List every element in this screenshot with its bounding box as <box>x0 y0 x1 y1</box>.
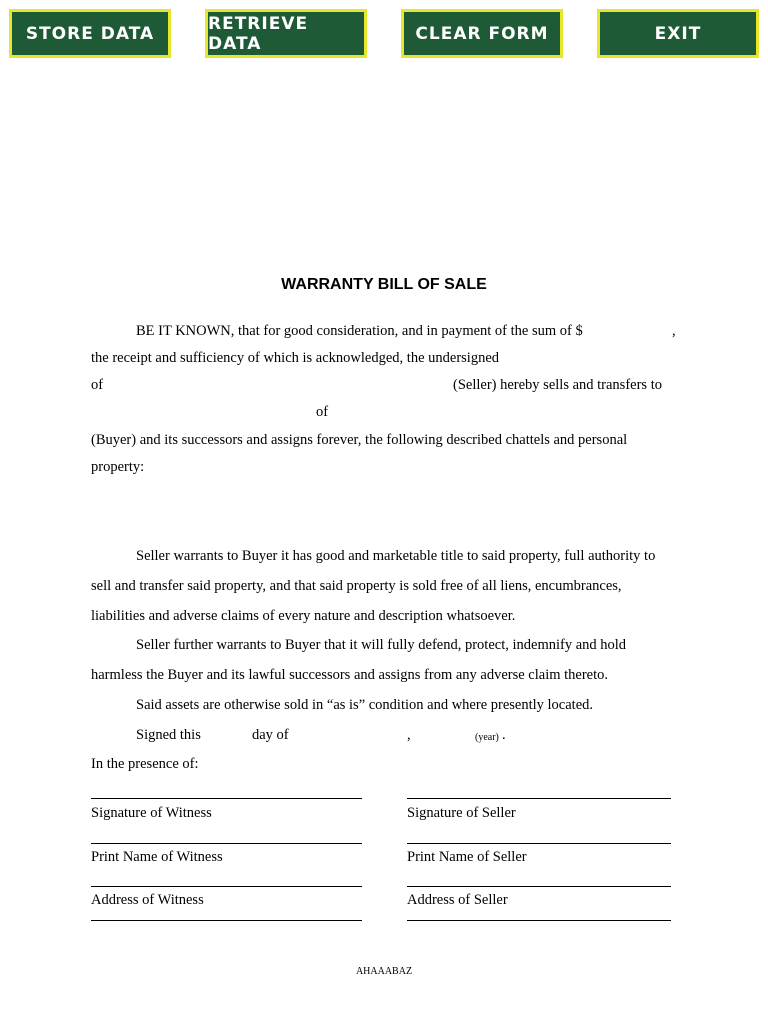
paragraph1-line2: the receipt and sufficiency of which is acknowledged, the undersigned <box>91 350 500 366</box>
paragraph1-buyer-clause: (Buyer) and its successors and assigns forever, the following described chattels and personal <box>91 432 628 448</box>
footer-code: AHAAABAZ <box>355 966 413 977</box>
seller-address-line <box>407 886 671 887</box>
print-name-of-seller-label: Print Name of Seller <box>407 849 527 865</box>
address-of-witness-label: Address of Witness <box>91 892 204 908</box>
day-of-label: day of <box>252 727 289 743</box>
seller-name-line <box>407 843 671 844</box>
signature-of-witness-label: Signature of Witness <box>91 805 212 821</box>
witness-name-line <box>91 843 362 844</box>
witness-signature-line <box>91 798 362 799</box>
paragraph2-line3: liabilities and adverse claims of every nature and description whatsoever. <box>91 608 516 624</box>
address-of-seller-label: Address of Seller <box>407 892 508 908</box>
witness-address-line2 <box>91 920 362 921</box>
clear-form-button[interactable]: CLEAR FORM <box>401 9 563 58</box>
paragraph4: Said assets are otherwise sold in “as is” condition and where presently located. <box>136 697 594 713</box>
retrieve-data-button[interactable]: RETRIEVE DATA <box>205 9 367 58</box>
signed-period: . <box>502 727 506 743</box>
paragraph3-line2: harmless the Buyer and its lawful successors and assigns from any adverse claim thereto. <box>91 667 609 683</box>
document-title: WARRANTY BILL OF SALE <box>281 276 487 293</box>
paragraph1-property: property: <box>91 459 145 475</box>
paragraph2-line1: Seller warrants to Buyer it has good and marketable title to said property, full authority to <box>136 548 656 564</box>
paragraph1-line1: BE IT KNOWN, that for good consideration, and in payment of the sum of $ <box>136 323 583 339</box>
paragraph1-comma: , <box>672 323 676 339</box>
witness-address-line <box>91 886 362 887</box>
presence-label: In the presence of: <box>91 756 199 772</box>
paragraph1-of2: of <box>316 404 329 420</box>
store-data-button[interactable]: STORE DATA <box>9 9 171 58</box>
signed-comma: , <box>407 727 411 743</box>
signed-this-label: Signed this <box>136 727 201 743</box>
print-name-of-witness-label: Print Name of Witness <box>91 849 223 865</box>
paragraph1-of: of <box>91 377 104 393</box>
exit-button[interactable]: EXIT <box>597 9 759 58</box>
signature-of-seller-label: Signature of Seller <box>407 805 516 821</box>
year-label: (year) <box>475 732 499 743</box>
paragraph2-line2: sell and transfer said property, and that said property is sold free of all liens, encumbrances, <box>91 578 622 594</box>
paragraph1-seller-clause: (Seller) hereby sells and transfers to <box>453 377 662 393</box>
seller-address-line2 <box>407 920 671 921</box>
paragraph3-line1: Seller further warrants to Buyer that it will fully defend, protect, indemnify and hold <box>136 637 627 653</box>
seller-signature-line <box>407 798 671 799</box>
